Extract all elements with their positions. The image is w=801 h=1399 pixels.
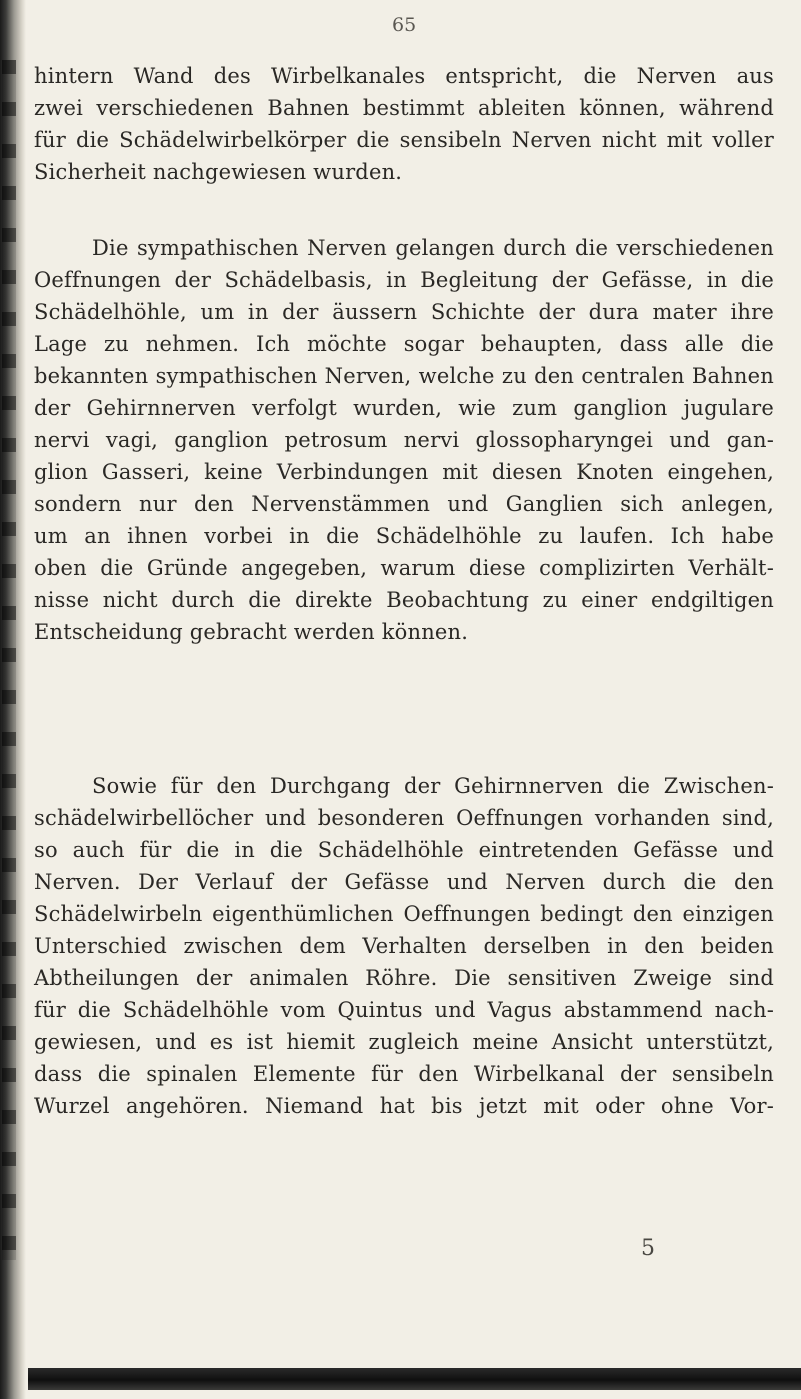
text-line: so auch für die in die Schädelhöhle eintretenden Gefässe und	[34, 838, 774, 862]
text-line: zwei verschiedenen Bahnen bestimmt ableiten können, während	[34, 96, 774, 120]
bottom-scan-edge	[28, 1368, 801, 1390]
text-line: Schädelwirbeln eigenthümlichen Oeffnungen bedingt den einzigen	[34, 902, 774, 926]
binding-shadow	[2, 60, 16, 1260]
text-line: Abtheilungen der animalen Röhre. Die sensitiven Zweige sind	[34, 966, 774, 990]
text-line: gewiesen, und es ist hiemit zugleich meine Ansicht unterstützt,	[34, 1030, 774, 1054]
text-line: nervi vagi, ganglion petrosum nervi glossopharyngei und gan-	[34, 428, 774, 452]
text-line: hintern Wand des Wirbelkanales entspricht, die Nerven aus	[34, 64, 774, 88]
text-line: Wurzel angehören. Niemand hat bis jetzt mit oder ohne Vor-	[34, 1094, 774, 1118]
paragraph-3	[34, 770, 774, 1122]
text-line: für die Schädelhöhle vom Quintus und Vagus abstammend nach-	[34, 998, 774, 1022]
text-line: Oeffnungen der Schädelbasis, in Begleitung der Gefässe, in die	[34, 268, 774, 292]
text-line: Die sympathischen Nerven gelangen durch die verschiedenen	[92, 236, 774, 260]
text-line: nisse nicht durch die direkte Beobachtung zu einer endgiltigen	[34, 588, 774, 612]
text-line: Nerven. Der Verlauf der Gefässe und Nerven durch die den	[34, 870, 774, 894]
signature-mark: 5	[641, 1236, 655, 1261]
text-line: schädelwirbellöcher und besonderen Oeffnungen vorhanden sind,	[34, 806, 774, 830]
text-line: Sicherheit nachgewiesen wurden.	[34, 160, 403, 184]
text-line: Lage zu nehmen. Ich möchte sogar behaupten, dass alle die	[34, 332, 774, 356]
text-line: Sowie für den Durchgang der Gehirnnerven die Zwischen-	[92, 774, 774, 798]
text-line: dass die spinalen Elemente für den Wirbelkanal der sensibeln	[34, 1062, 774, 1086]
text-line: glion Gasseri, keine Verbindungen mit diesen Knoten eingehen,	[34, 460, 774, 484]
text-line: Schädelhöhle, um in der äussern Schichte der dura mater ihre	[34, 300, 774, 324]
text-line: sondern nur den Nervenstämmen und Ganglien sich anlegen,	[34, 492, 774, 516]
text-line: um an ihnen vorbei in die Schädelhöhle zu laufen. Ich habe	[34, 524, 774, 548]
text-line: Entscheidung gebracht werden können.	[34, 620, 469, 644]
page-number: 65	[392, 14, 417, 36]
text-line: der Gehirnnerven verfolgt wurden, wie zum ganglion jugulare	[34, 396, 774, 420]
text-line: oben die Gründe angegeben, warum diese complizirten Verhält-	[34, 556, 774, 580]
text-line: Unterschied zwischen dem Verhalten derselben in den beiden	[34, 934, 774, 958]
paragraph-2	[34, 232, 774, 648]
paragraph-1	[34, 60, 774, 188]
text-line: bekannten sympathischen Nerven, welche zu den centralen Bahnen	[34, 364, 774, 388]
text-line: für die Schädelwirbelkörper die sensibeln Nerven nicht mit voller	[34, 128, 774, 152]
